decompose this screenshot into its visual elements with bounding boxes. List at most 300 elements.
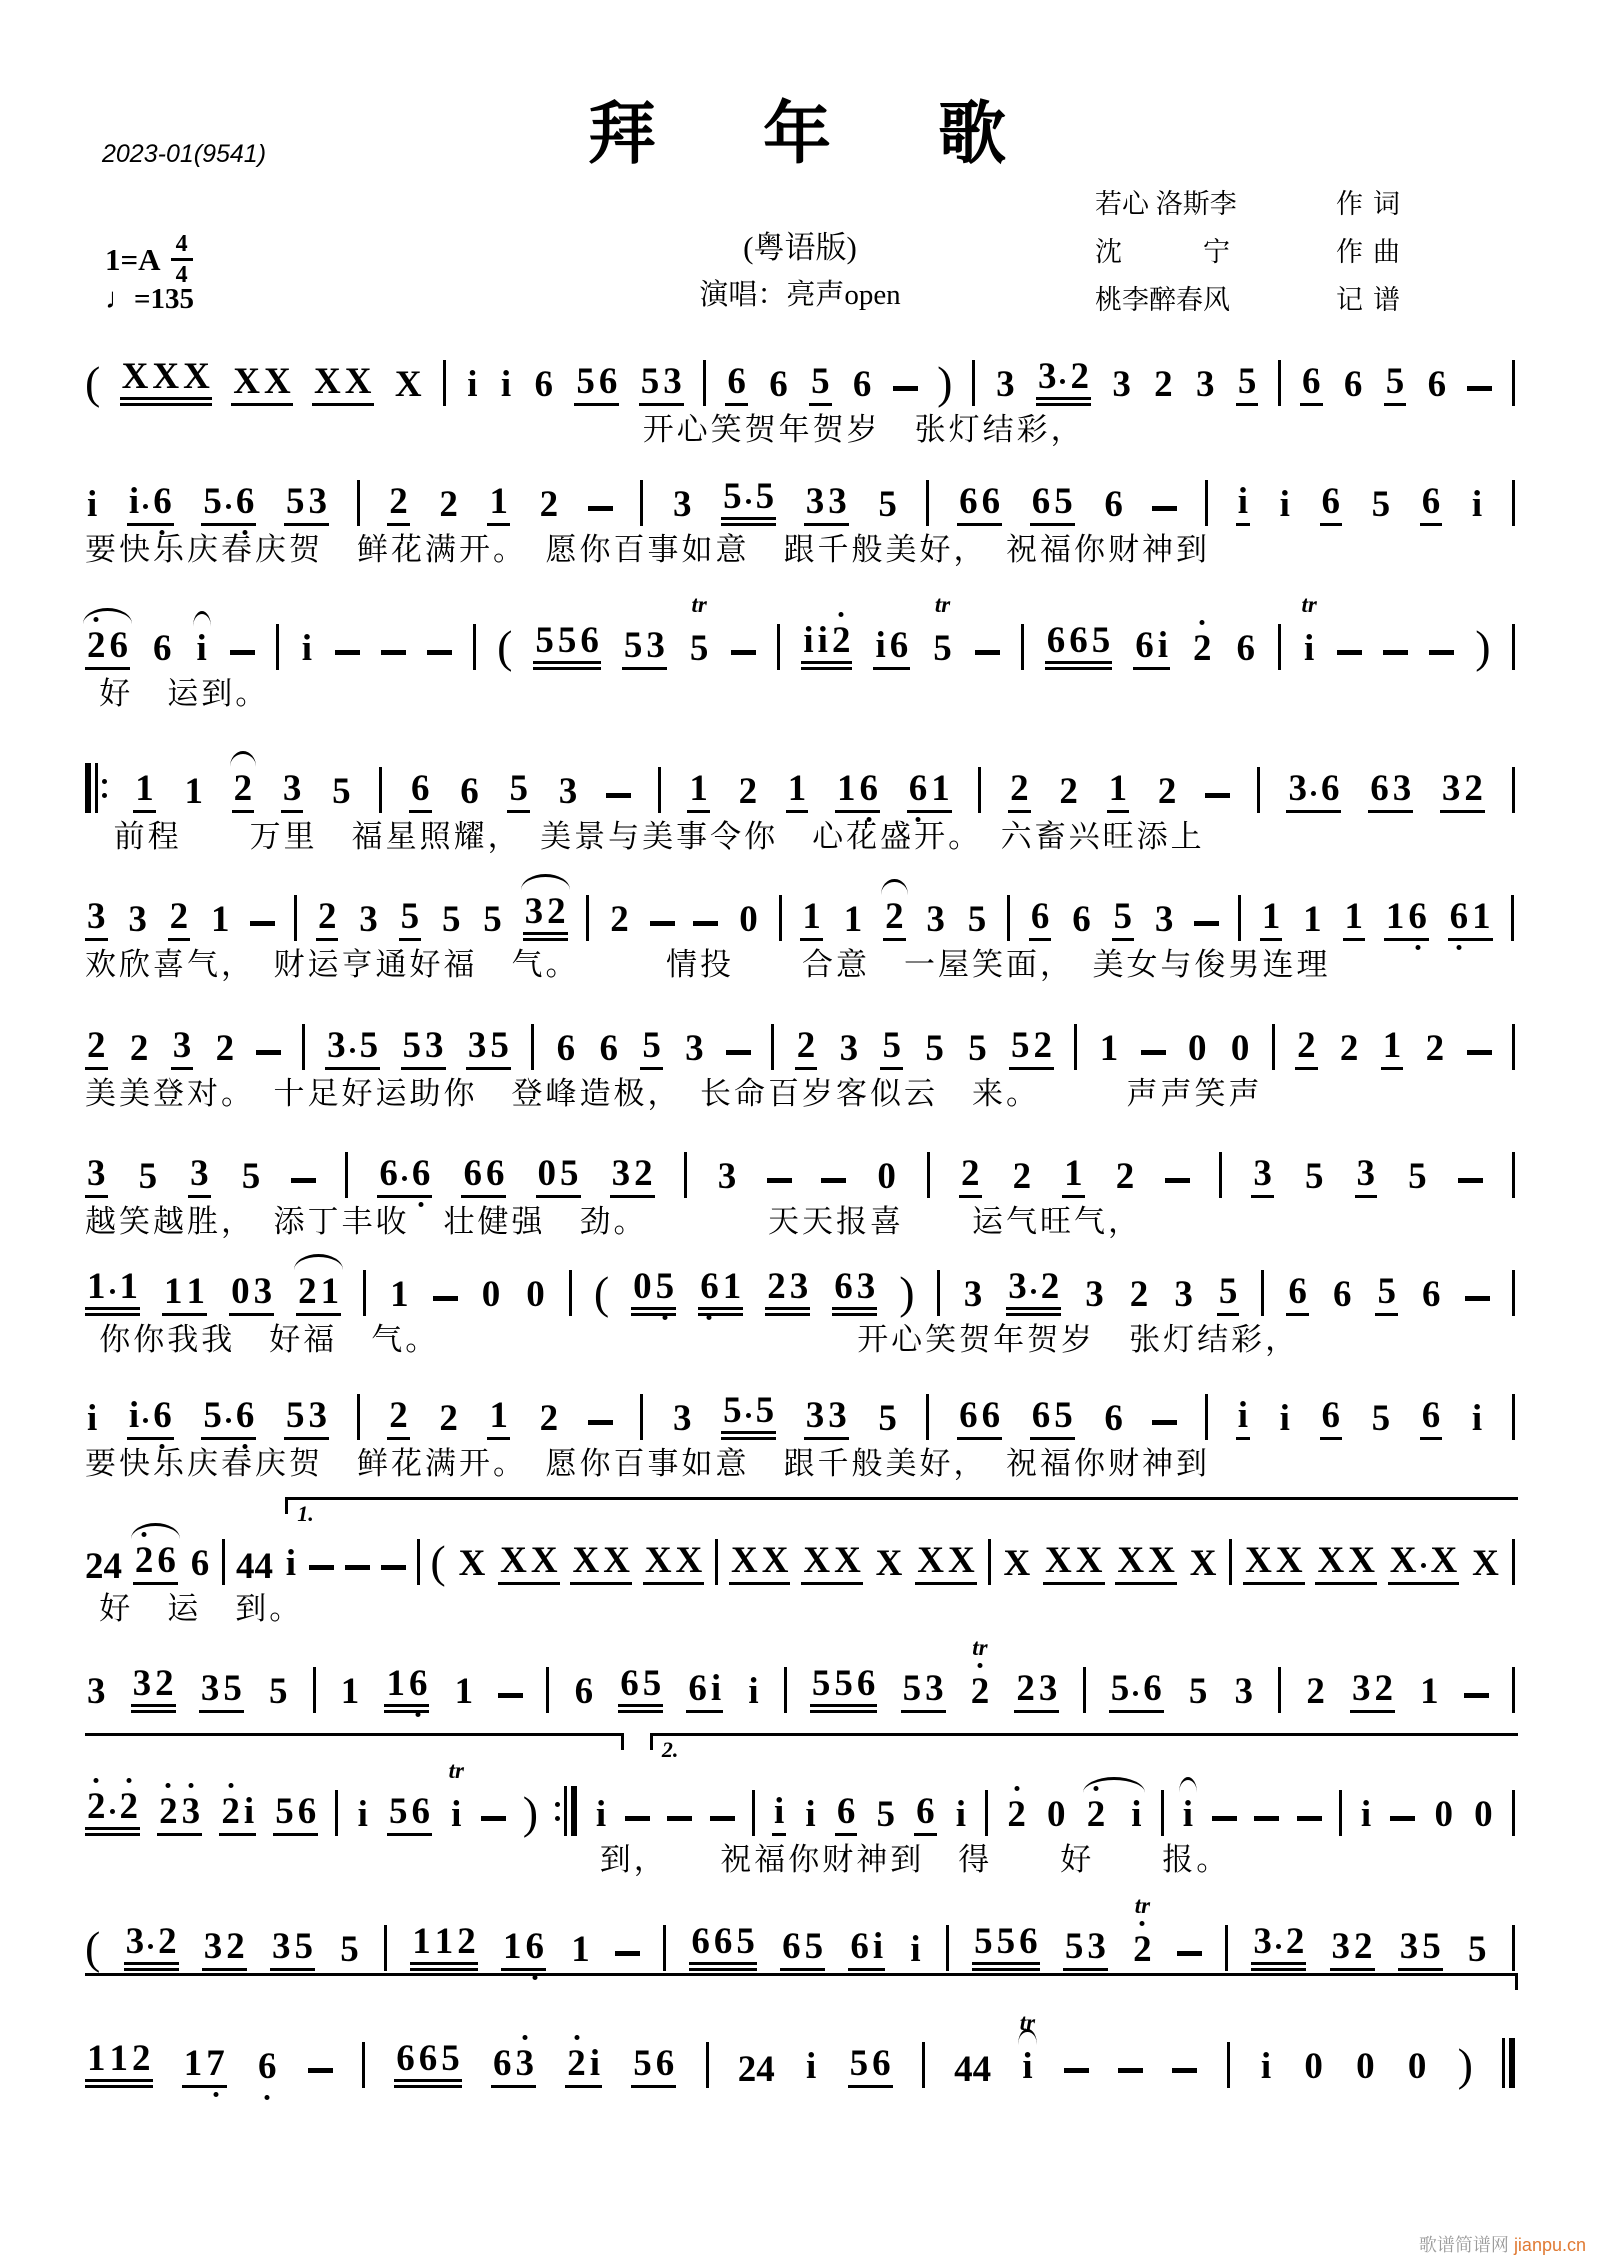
octave-dot-below bbox=[416, 1712, 421, 1717]
beam-group bbox=[1343, 898, 1366, 941]
note-group bbox=[1172, 1276, 1195, 1316]
note: 6 bbox=[850, 1926, 869, 1967]
note: 5 bbox=[967, 899, 987, 940]
notation-line bbox=[85, 468, 1515, 526]
note: 3 bbox=[272, 1926, 291, 1967]
note-group bbox=[1115, 1542, 1176, 1585]
augmentation-dot bbox=[1276, 1944, 1281, 1949]
note: 0 bbox=[1356, 2046, 1375, 2087]
beam-group bbox=[449, 1796, 463, 1836]
note: 3 bbox=[828, 481, 847, 522]
beam-group bbox=[1359, 1796, 1373, 1836]
beam-group bbox=[1302, 2048, 1325, 2088]
note: 6 bbox=[157, 1540, 176, 1581]
note: 2 bbox=[1085, 1796, 1108, 1833]
slur-arc bbox=[230, 751, 257, 767]
note-group bbox=[168, 898, 191, 941]
beam-group bbox=[538, 486, 561, 526]
beam-group bbox=[1338, 1030, 1361, 1070]
augmentation-dot bbox=[1060, 379, 1065, 384]
note-group bbox=[1470, 486, 1484, 526]
note: 2 bbox=[389, 481, 408, 522]
note: 2 bbox=[132, 2038, 151, 2079]
note: 6 bbox=[1236, 628, 1256, 669]
music-system bbox=[85, 1635, 1515, 1769]
note-group bbox=[966, 1030, 989, 1070]
beam-group bbox=[876, 486, 899, 526]
note-group bbox=[330, 773, 353, 813]
note: 3 bbox=[1038, 1668, 1058, 1709]
note: 2 bbox=[1070, 356, 1089, 397]
note-group bbox=[832, 1268, 877, 1316]
note: 1 bbox=[689, 768, 708, 809]
beam-group bbox=[388, 1276, 411, 1316]
note: 3 bbox=[203, 1926, 223, 1967]
duration-dash bbox=[230, 650, 255, 655]
beam-group bbox=[491, 2045, 536, 2088]
note-group bbox=[907, 770, 952, 813]
barline bbox=[1512, 767, 1515, 813]
barline bbox=[1512, 1024, 1515, 1070]
note-group bbox=[229, 1273, 274, 1316]
note: 5 bbox=[285, 481, 305, 522]
beam-group bbox=[1045, 1796, 1068, 1836]
note-group bbox=[214, 1030, 237, 1070]
note: 1 bbox=[843, 899, 863, 940]
octave-dot-above bbox=[977, 1663, 982, 1668]
note-group bbox=[1181, 1796, 1195, 1836]
beam-group bbox=[1085, 1796, 1144, 1836]
note-group bbox=[466, 1027, 511, 1070]
note-group bbox=[838, 1030, 861, 1070]
note-group bbox=[1188, 1545, 1219, 1585]
beam-group bbox=[874, 1545, 905, 1585]
note-group bbox=[356, 1796, 370, 1836]
note-group bbox=[1217, 1273, 1240, 1316]
duration-dash bbox=[1141, 1050, 1166, 1055]
beam-group bbox=[214, 1030, 237, 1070]
barline bbox=[1512, 624, 1515, 670]
beam-group bbox=[737, 901, 760, 941]
note: 3 bbox=[282, 768, 302, 809]
beam-group bbox=[1466, 1931, 1489, 1971]
beam-group bbox=[1011, 1158, 1034, 1198]
note: 2 bbox=[1012, 1156, 1032, 1197]
barline bbox=[531, 1024, 534, 1070]
duration-dash bbox=[650, 921, 675, 926]
note-group bbox=[300, 630, 314, 670]
note-group bbox=[1354, 2048, 1377, 2088]
beam-group bbox=[377, 1155, 432, 1198]
note-group bbox=[1301, 592, 1317, 670]
octave-dot-above bbox=[188, 1783, 193, 1788]
note: 1 bbox=[412, 1921, 431, 1962]
duration-dash bbox=[381, 1565, 406, 1570]
note-group bbox=[688, 592, 711, 670]
note-group bbox=[162, 1273, 207, 1316]
beam-group bbox=[124, 1923, 179, 1971]
beam-group bbox=[838, 1030, 861, 1070]
ts-numerator: 2 bbox=[737, 2049, 757, 2090]
note-group bbox=[631, 1268, 676, 1316]
beam-group bbox=[481, 901, 504, 941]
beam-group bbox=[157, 1793, 202, 1836]
ts-numerator: 4 bbox=[954, 2049, 973, 2090]
barline bbox=[1512, 1667, 1515, 1713]
beam-group bbox=[1320, 483, 1343, 526]
note-group bbox=[1295, 1027, 1318, 1070]
beam-group bbox=[533, 622, 601, 670]
note: 6 bbox=[109, 625, 128, 666]
duration-dash bbox=[308, 2068, 333, 2073]
note-group bbox=[1350, 1670, 1395, 1713]
note: 2 bbox=[439, 1398, 458, 1439]
note-group bbox=[85, 1155, 108, 1198]
augmentation-dot bbox=[350, 1048, 355, 1053]
note-group bbox=[256, 2048, 279, 2088]
beam-group bbox=[453, 1673, 476, 1713]
music-system bbox=[85, 1382, 1515, 1496]
octave-dot-above bbox=[574, 2035, 579, 2040]
beam-group bbox=[1420, 1397, 1443, 1440]
note: 6 bbox=[574, 1671, 594, 1712]
duration-dash bbox=[1383, 650, 1408, 655]
barline bbox=[546, 1667, 549, 1713]
note-group bbox=[536, 1155, 581, 1198]
note: 3 bbox=[1356, 1153, 1375, 1194]
note-group bbox=[959, 1155, 982, 1198]
beam-group bbox=[1063, 1928, 1108, 1971]
final-barline bbox=[1502, 2038, 1515, 2088]
quarter-note-icon: ♩ bbox=[105, 283, 134, 315]
beam-group bbox=[954, 1796, 968, 1836]
beam-group bbox=[639, 363, 684, 406]
beam-group bbox=[162, 1273, 207, 1316]
augmentation-dot bbox=[1031, 1289, 1036, 1294]
note-group bbox=[972, 1923, 1040, 1971]
note: 2 bbox=[85, 1788, 108, 1825]
note: X bbox=[500, 1540, 527, 1581]
note: i bbox=[817, 620, 828, 661]
note: i bbox=[128, 481, 140, 522]
music-system bbox=[85, 1140, 1515, 1254]
note: 5 bbox=[241, 1156, 261, 1197]
note: 3 bbox=[200, 1668, 220, 1709]
note: 6 bbox=[151, 1397, 174, 1434]
beam-group bbox=[1102, 486, 1125, 526]
note-group bbox=[188, 1155, 211, 1198]
note: 3 bbox=[128, 899, 147, 940]
note-group bbox=[171, 1027, 194, 1070]
note: 2 bbox=[796, 1025, 816, 1066]
notation-line bbox=[85, 1758, 1515, 1838]
note-group bbox=[410, 1923, 478, 1971]
note-group bbox=[1259, 2048, 1273, 2088]
note: 5 bbox=[882, 1025, 901, 1066]
note: 5 bbox=[1237, 361, 1257, 402]
note-group bbox=[465, 366, 479, 406]
note: 5 bbox=[804, 1926, 824, 1967]
beam-group bbox=[689, 1923, 757, 1971]
note: 2 bbox=[539, 1398, 559, 1439]
barline bbox=[1227, 2042, 1230, 2088]
note-group bbox=[1466, 1931, 1489, 1971]
beam-group bbox=[698, 1268, 743, 1316]
parenthesis: ) bbox=[1457, 2039, 1473, 2090]
beam-group bbox=[536, 1155, 581, 1198]
note: 5 bbox=[1385, 361, 1405, 402]
duration-dash bbox=[1297, 1816, 1322, 1821]
beam-group bbox=[188, 1155, 211, 1198]
beam-group bbox=[339, 1673, 362, 1713]
beam-group bbox=[1153, 901, 1176, 941]
note-group bbox=[622, 627, 667, 670]
note: 0 bbox=[1407, 2046, 1427, 2087]
parenthesis: ( bbox=[430, 1536, 446, 1587]
note: 3 bbox=[132, 1663, 152, 1704]
note: X bbox=[183, 356, 210, 397]
note: 5 bbox=[849, 2043, 869, 2084]
note-group bbox=[399, 898, 422, 941]
note: 5 bbox=[560, 1153, 579, 1194]
beam-group bbox=[171, 1027, 194, 1070]
beam-group bbox=[1156, 773, 1179, 813]
note: 1 bbox=[109, 2038, 128, 2079]
beam-group bbox=[851, 366, 874, 406]
note-group bbox=[1029, 898, 1052, 941]
beam-group bbox=[1030, 483, 1075, 526]
beam-group bbox=[284, 1545, 298, 1585]
augmentation-dot bbox=[143, 504, 148, 509]
trill-mark: tr bbox=[934, 592, 951, 617]
note-group bbox=[339, 1673, 362, 1713]
note: 5 bbox=[755, 1390, 775, 1431]
note-group bbox=[524, 1276, 547, 1316]
note: 1 bbox=[489, 481, 508, 522]
beam-group bbox=[908, 1931, 922, 1971]
note-group bbox=[1229, 1030, 1252, 1070]
beam-group bbox=[1251, 1155, 1274, 1198]
beam-group bbox=[201, 1397, 256, 1440]
beam-group bbox=[994, 366, 1017, 406]
barline bbox=[1272, 1024, 1275, 1070]
duration-dash bbox=[427, 650, 452, 655]
lyrics-line: 到， 祝福你财神到 得 好 报。 bbox=[599, 1842, 1231, 1877]
beam-group bbox=[835, 770, 880, 813]
note-group bbox=[533, 366, 556, 406]
composer-credit bbox=[1095, 230, 1410, 269]
note: 2 bbox=[1059, 771, 1078, 812]
note: X bbox=[1245, 1540, 1272, 1581]
note-group bbox=[440, 901, 463, 941]
note: X bbox=[530, 1540, 558, 1581]
barline bbox=[663, 1925, 666, 1971]
note: 2 bbox=[215, 1028, 235, 1069]
note-group bbox=[393, 366, 424, 406]
note-group bbox=[1083, 1276, 1106, 1316]
note-group bbox=[1156, 773, 1179, 813]
music-system bbox=[85, 348, 1515, 462]
duration-dash bbox=[615, 1951, 640, 1956]
beam-group bbox=[688, 630, 711, 670]
duration-dash bbox=[1337, 650, 1362, 655]
note-group bbox=[538, 1400, 561, 1440]
note: 1 bbox=[184, 771, 203, 812]
note-group bbox=[1236, 363, 1259, 406]
beam-group bbox=[765, 1268, 810, 1316]
repeat-dot bbox=[102, 793, 107, 798]
note: 5 bbox=[389, 1791, 408, 1832]
note: 1 bbox=[386, 1663, 405, 1704]
beam-group bbox=[671, 1400, 694, 1440]
beam-group bbox=[565, 2045, 602, 2088]
note-group bbox=[1286, 1273, 1309, 1316]
note: 6 bbox=[1031, 1395, 1051, 1436]
note-group bbox=[127, 483, 174, 526]
note: 3 bbox=[963, 1274, 983, 1315]
barline bbox=[276, 624, 279, 670]
beam-group bbox=[273, 1793, 318, 1836]
note: 5 bbox=[1064, 1926, 1084, 1967]
beam-group bbox=[316, 898, 339, 941]
note: 5 bbox=[1422, 1926, 1441, 1967]
duration-dash bbox=[1165, 1178, 1190, 1183]
note-group bbox=[487, 483, 510, 526]
beam-group bbox=[631, 1268, 676, 1316]
note: 6 bbox=[410, 1155, 433, 1192]
note-group bbox=[338, 1931, 361, 1971]
duration-dash bbox=[693, 921, 718, 926]
note-group bbox=[387, 483, 410, 526]
note: 5 bbox=[576, 361, 595, 402]
barline bbox=[1512, 1394, 1515, 1440]
note-group bbox=[453, 1673, 476, 1713]
note: i bbox=[87, 484, 98, 525]
note: 3 bbox=[856, 1266, 876, 1307]
beam-group bbox=[875, 1158, 898, 1198]
ts-denominator: 4 bbox=[756, 2049, 775, 2090]
beam-group bbox=[240, 1158, 263, 1198]
note: 6 bbox=[1135, 625, 1154, 666]
note: 5 bbox=[878, 1398, 897, 1439]
note-group bbox=[1302, 2048, 1325, 2088]
note-group bbox=[85, 2040, 153, 2088]
beam-group bbox=[842, 901, 865, 941]
beam-group bbox=[1470, 486, 1484, 526]
note-group bbox=[523, 893, 568, 941]
note: 6 bbox=[1321, 481, 1340, 522]
duration-dash bbox=[588, 506, 613, 511]
beam-group bbox=[804, 483, 849, 526]
note-group bbox=[1370, 486, 1393, 526]
note: 3 bbox=[1008, 1266, 1027, 1307]
augmentation-dot bbox=[746, 1413, 751, 1418]
note-group bbox=[131, 1665, 176, 1713]
beam-group bbox=[1009, 1027, 1054, 1070]
barline bbox=[1205, 1394, 1208, 1440]
barline bbox=[926, 480, 929, 526]
note: 2 bbox=[1115, 1156, 1135, 1197]
credits-block bbox=[1095, 182, 1410, 326]
composer-name: 沈 宁 bbox=[1095, 237, 1230, 267]
note: 0 bbox=[231, 1271, 250, 1312]
beam-group bbox=[631, 2045, 676, 2088]
note-group bbox=[1062, 1155, 1085, 1198]
note: 6 bbox=[534, 364, 554, 405]
barline bbox=[1205, 480, 1208, 526]
beam-group bbox=[85, 2040, 153, 2088]
note-group bbox=[1102, 486, 1125, 526]
augmentation-dot bbox=[402, 1176, 407, 1181]
note: 6 bbox=[1031, 481, 1051, 522]
barline bbox=[335, 1790, 338, 1836]
beam-group bbox=[1303, 1158, 1326, 1198]
note: 5 bbox=[285, 1395, 305, 1436]
notation-line bbox=[85, 1140, 1515, 1198]
note: 5 bbox=[623, 625, 643, 666]
duration-dash bbox=[1458, 1178, 1483, 1183]
duration-dash bbox=[588, 1420, 613, 1425]
note-group bbox=[880, 1027, 903, 1070]
inline-time-signature bbox=[236, 1548, 273, 1585]
note-group bbox=[1107, 770, 1130, 813]
note-group bbox=[725, 363, 748, 406]
note: 3 bbox=[87, 1153, 106, 1194]
note: 2 bbox=[1157, 771, 1177, 812]
beam-group bbox=[1470, 1400, 1484, 1440]
note: 5 bbox=[483, 899, 502, 940]
beam-group bbox=[151, 630, 174, 670]
note: 5 bbox=[441, 899, 461, 940]
note-group bbox=[809, 363, 832, 406]
note: 1 bbox=[571, 1929, 590, 1970]
note: 2 bbox=[547, 891, 566, 932]
augmentation-dot bbox=[226, 504, 231, 509]
beam-group bbox=[721, 1392, 776, 1440]
note-group bbox=[1191, 630, 1214, 670]
beam-group bbox=[1115, 1542, 1176, 1585]
barline bbox=[1278, 360, 1281, 406]
note: i bbox=[243, 1791, 255, 1832]
note-group bbox=[120, 358, 212, 406]
beam-group bbox=[1236, 483, 1250, 526]
note: 5 bbox=[723, 1390, 742, 1431]
beam-group bbox=[597, 1030, 620, 1070]
duration-dash bbox=[433, 1296, 458, 1301]
duration-dash bbox=[381, 650, 406, 655]
beam-group bbox=[880, 1027, 903, 1070]
note: 3 bbox=[1196, 364, 1215, 405]
lyrics-line: 美美登对。 十足好运助你 登峰造极， 长命百岁客似云 来。 声声笑声 bbox=[85, 1076, 1263, 1111]
note: 0 bbox=[1047, 1794, 1066, 1835]
note: 6 bbox=[1288, 1271, 1307, 1312]
note-group bbox=[848, 2045, 893, 2088]
note-group bbox=[498, 1542, 559, 1585]
note: 6 bbox=[1072, 899, 1091, 940]
note: i bbox=[1182, 1794, 1194, 1835]
barline bbox=[1219, 1152, 1222, 1198]
music-system bbox=[85, 1893, 1515, 2027]
slur-arc bbox=[1179, 1777, 1197, 1793]
note: 1 bbox=[340, 1671, 360, 1712]
barline bbox=[937, 1270, 940, 1316]
note-group bbox=[1301, 901, 1324, 941]
barline bbox=[1229, 1539, 1232, 1585]
note: X bbox=[1075, 1540, 1103, 1581]
beam-group bbox=[1112, 898, 1135, 941]
note: 1 bbox=[390, 1274, 409, 1315]
note: 6 bbox=[1421, 481, 1441, 522]
